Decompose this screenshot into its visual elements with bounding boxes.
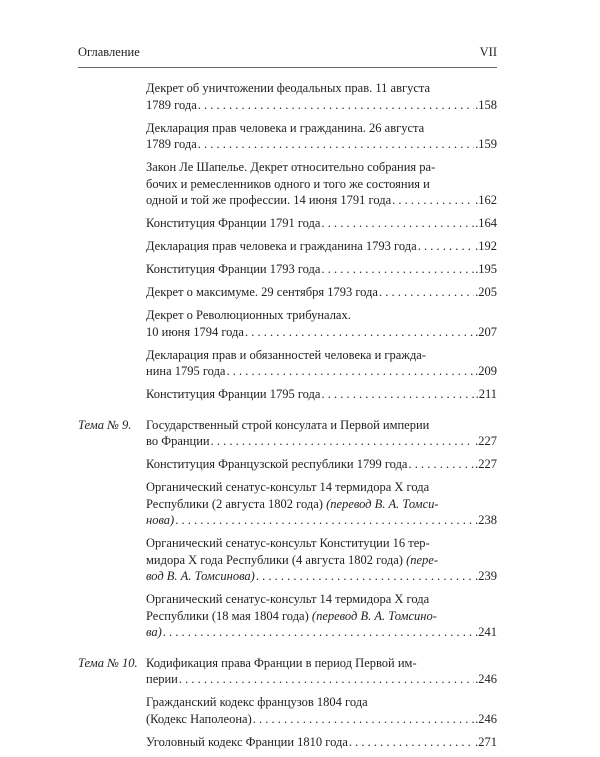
entry-page: .159 — [475, 137, 497, 151]
entry-page: .211 — [475, 387, 497, 401]
toc-entry[interactable] — [78, 284, 497, 301]
entry-page: .239 — [475, 569, 497, 583]
entry-line: Органический сенатус-консульт 14 термидора X года — [146, 592, 430, 606]
entry-page: .246 — [475, 711, 497, 726]
toc-entry[interactable] — [78, 347, 497, 380]
toc-entry[interactable] — [78, 591, 497, 641]
entry-page: .271 — [475, 734, 497, 749]
entry-page: .209 — [475, 364, 497, 378]
toc-topic-entry[interactable] — [78, 417, 497, 450]
entry-last-line: Конституция Французской республики 1799 года — [146, 457, 408, 471]
toc-entry[interactable] — [78, 535, 497, 585]
toc-entry[interactable] — [78, 261, 497, 278]
toc-entry[interactable] — [78, 307, 497, 340]
entry-last-line: Конституция Франции 1793 года — [146, 262, 321, 276]
entry-last-line: (Кодекс Наполеона) — [146, 711, 252, 726]
entry-line: Декрет об уничтожении феодальных прав. 11 августа — [146, 81, 431, 95]
toc-entry[interactable] — [78, 80, 497, 113]
entry-line: мидора X года Республики (4 августа 1802 года) (пере- — [146, 552, 439, 567]
entry-page: .205 — [475, 285, 497, 299]
toc-entry[interactable] — [78, 456, 497, 473]
entry-page: .246 — [475, 672, 497, 686]
entry-line: Декрет о Революционных трибуналах. — [146, 308, 351, 322]
entry-line: Органический сенатус-консульт 14 термидора X года — [146, 480, 430, 494]
entry-page: .158 — [475, 97, 497, 112]
entry-line: Декларация прав и обязанностей человека и гражда- — [146, 347, 427, 362]
topic-label: Тема № 9. — [78, 417, 132, 432]
entry-last-line: Конституция Франции 1791 года — [146, 216, 321, 230]
entry-page: .227 — [475, 457, 497, 471]
entry-page: .207 — [475, 324, 497, 339]
entry-last-line: Декларация прав человека и гражданина 1793 года — [146, 239, 417, 253]
toc-entry[interactable] — [78, 694, 497, 727]
entry-last-line: 10 июня 1794 года — [146, 324, 244, 339]
table-of-contents — [78, 80, 497, 757]
entry-line: бочих и ремесленников одного и того же состояния и — [146, 176, 430, 191]
toc-entry[interactable] — [78, 386, 497, 403]
entry-line: Декларация прав человека и гражданина. 26 августа — [146, 120, 425, 135]
entry-last-line: Декрет о максимуме. 29 сентября 1793 года — [146, 285, 378, 299]
entry-page: .192 — [475, 239, 497, 253]
entry-last-line: 1789 года — [146, 97, 197, 112]
toc-entry[interactable] — [78, 215, 497, 232]
toc-entry[interactable] — [78, 734, 497, 751]
entry-line: Кодификация права Франции в период Первой им- — [146, 655, 417, 670]
entry-last-line: 1789 года — [146, 137, 197, 151]
running-header — [78, 43, 497, 68]
entry-last-line: во Франции — [146, 434, 210, 448]
toc-entry[interactable] — [78, 238, 497, 255]
entry-line: Республики (2 августа 1802 года) (перевод В. А. Томси- — [146, 496, 439, 511]
entry-line: Закон Ле Шапелье. Декрет относительно собрания ра- — [146, 160, 436, 174]
entry-page: .238 — [475, 513, 497, 527]
entry-line: Государственный строй консулата и Первой империи — [146, 417, 430, 432]
entry-last-line: нина 1795 года — [146, 364, 226, 378]
toc-entry[interactable] — [78, 159, 497, 209]
entry-page: .195 — [475, 262, 497, 276]
topic-label: Тема № 10. — [78, 655, 138, 670]
entry-last-line: Конституция Франции 1795 года — [146, 387, 321, 401]
entry-page: .164 — [475, 216, 497, 230]
entry-page: .162 — [475, 193, 497, 207]
toc-topic-entry[interactable] — [78, 655, 497, 688]
entry-last-line: перии — [146, 672, 178, 686]
entry-line: Республики (18 мая 1804 года) (перевод В. А. Томсино- — [146, 608, 437, 623]
entry-last-line: ва) — [146, 625, 162, 639]
entry-line: Органический сенатус-консульт Конституции 16 тер- — [146, 536, 430, 550]
entry-last-line: Уголовный кодекс Франции 1810 года — [146, 734, 348, 749]
entry-line: Гражданский кодекс французов 1804 года — [146, 695, 368, 709]
entry-last-line: нова) — [146, 513, 175, 527]
toc-entry[interactable] — [78, 120, 497, 153]
toc-entry[interactable] — [78, 479, 497, 529]
entry-last-line: вод В. А. Томсинова) — [146, 569, 255, 583]
entry-page: .227 — [475, 434, 497, 448]
header-title: Оглавление — [78, 45, 140, 59]
page-number: VII — [479, 45, 497, 59]
entry-last-line: одной и той же профессии. 14 июня 1791 года — [146, 193, 392, 207]
entry-page: .241 — [475, 625, 497, 639]
